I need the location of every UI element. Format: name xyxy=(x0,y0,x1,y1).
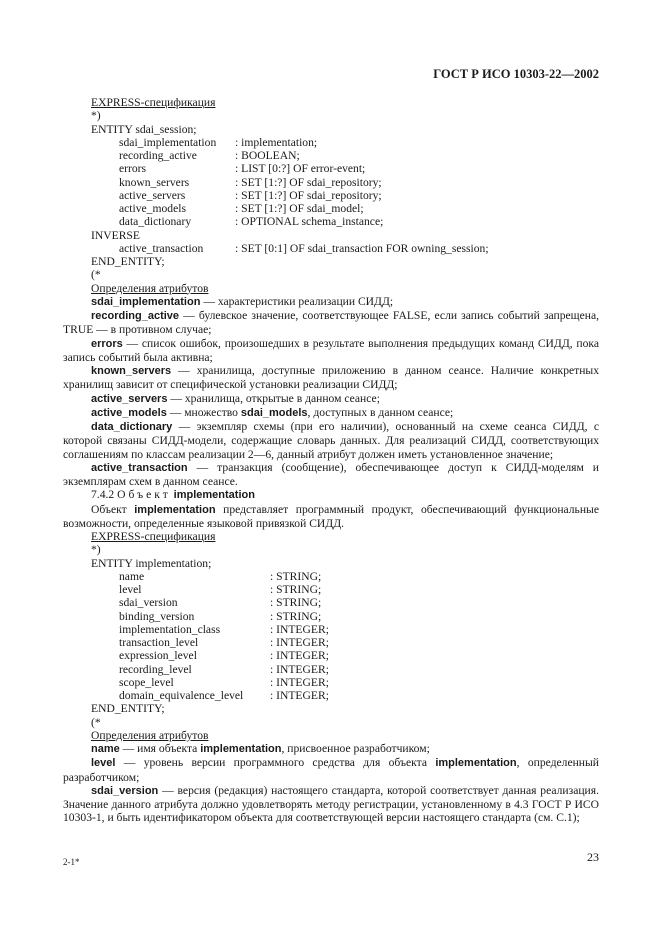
end-entity-1: END_ENTITY; xyxy=(91,255,165,268)
inverse-keyword: INVERSE xyxy=(91,228,140,242)
express-spec-label-2: EXPRESS-спецификация xyxy=(91,530,216,543)
footer-signature-mark: 2-1* xyxy=(63,857,80,867)
page-number: 23 xyxy=(587,850,599,864)
impl-attr-row: binding_version : STRING; xyxy=(119,609,322,623)
definition-paragraph: sdai_version — версия (редакция) настоящего стандарта, которой соответствует данная реализация. Значение данного атрибута должно удовлетворять методу регистрации, установленному в 4.3 ГОСТ Р ИСО 10303-1, и быть идентификатором объекта для соответствующей версии настоящего стандарта (см. С.1); xyxy=(63,783,599,825)
inverse-attr-row: active_transaction : SET [0:1] OF sdai_transaction FOR owning_session; xyxy=(119,241,489,255)
impl-attr-row: implementation_class : INTEGER; xyxy=(119,622,329,636)
session-attr-row: known_servers : SET [1:?] OF sdai_repository; xyxy=(119,175,382,189)
session-attr-row: active_servers : SET [1:?] OF sdai_repository; xyxy=(119,188,382,202)
definition-paragraph: active_transaction — транзакция (сообщение), обеспечивающее доступ к СИДД-моделям и экземплярам схем в данном сеансе. xyxy=(63,460,599,488)
impl-attr-row: level : STRING; xyxy=(119,583,322,596)
definition-paragraph: sdai_implementation — характеристики реализации СИДД; xyxy=(91,294,394,308)
page-header: ГОСТ Р ИСО 10303-22—2002 xyxy=(433,67,599,81)
entity-declaration-1: ENTITY sdai_session; xyxy=(91,122,197,136)
impl-attr-row: sdai_version : STRING; xyxy=(119,596,322,610)
definition-paragraph: recording_active — булевское значение, соответствующее FALSE, если запись событий запрещена, TRUE — в противном случае; xyxy=(63,309,599,337)
session-attr-row: errors : LIST [0:?] OF error-event; xyxy=(119,162,366,176)
definition-paragraph: level — уровень версии программного средства для объекта implementation, определенный разработчиком; xyxy=(63,756,599,784)
definition-paragraph: data_dictionary — экземпляр схемы (при его наличии), основанный на схеме сеанса СИДД, с которой связаны СИДД-модели, содержащие словарь данных. Для реализаций СИДД, соответствующих соглашениям по классам реализации 2—6, данный атрибут должен иметь установленное значение; xyxy=(63,420,599,461)
comment-close-2: (* xyxy=(91,715,101,729)
session-attr-row: active_models : SET [1:?] OF sdai_model; xyxy=(119,202,364,215)
page-content xyxy=(63,96,599,825)
impl-attr-row: domain_equivalence_level : INTEGER; xyxy=(119,689,329,702)
entity-declaration-2: ENTITY implementation; xyxy=(91,556,212,570)
attr-defs-label-1: Определения атрибутов xyxy=(91,281,209,295)
comment-open-1: *) xyxy=(91,109,101,123)
impl-attr-row: recording_level : INTEGER; xyxy=(119,662,329,676)
session-attr-row: sdai_implementation : implementation; xyxy=(119,135,318,149)
definition-paragraph: active_servers — хранилища, открытые в данном сеансе; xyxy=(91,391,380,405)
section-paragraph: Объект implementation представляет программный продукт, обеспечивающий функциональные возможности, определенные языковой привязкой СИДД. xyxy=(63,502,599,530)
comment-close-1: (* xyxy=(91,268,101,282)
definition-paragraph: active_models — множество sdai_models, доступных в данном сеансе; xyxy=(91,405,454,419)
definition-paragraph: known_servers — хранилища, доступные приложению в данном сеансе. Наличие конкретных хранилищ зависит от специфической установки реализации СИДД; xyxy=(63,364,599,392)
section-heading: 7.4.2 Объект implementation xyxy=(91,488,255,502)
session-attr-row: data_dictionary : OPTIONAL schema_instance; xyxy=(119,215,384,229)
attr-defs-label-2: Определения атрибутов xyxy=(91,728,209,742)
impl-attr-row: scope_level : INTEGER; xyxy=(119,675,329,689)
session-attr-row: recording_active : BOOLEAN; xyxy=(119,149,300,162)
impl-attr-row: name : STRING; xyxy=(119,569,322,583)
definition-paragraph: name — имя объекта implementation, присвоенное разработчиком; xyxy=(91,742,430,755)
impl-attr-row: expression_level : INTEGER; xyxy=(119,649,329,663)
comment-open-2: *) xyxy=(91,543,101,557)
express-spec-label-1: EXPRESS-спецификация xyxy=(91,96,216,109)
definition-paragraph: errors — список ошибок, произошедших в результате выполнения предыдущих команд СИДД, пока запись событий была активна; xyxy=(63,336,599,364)
impl-attr-row: transaction_level : INTEGER; xyxy=(119,636,329,649)
end-entity-2: END_ENTITY; xyxy=(91,702,165,716)
